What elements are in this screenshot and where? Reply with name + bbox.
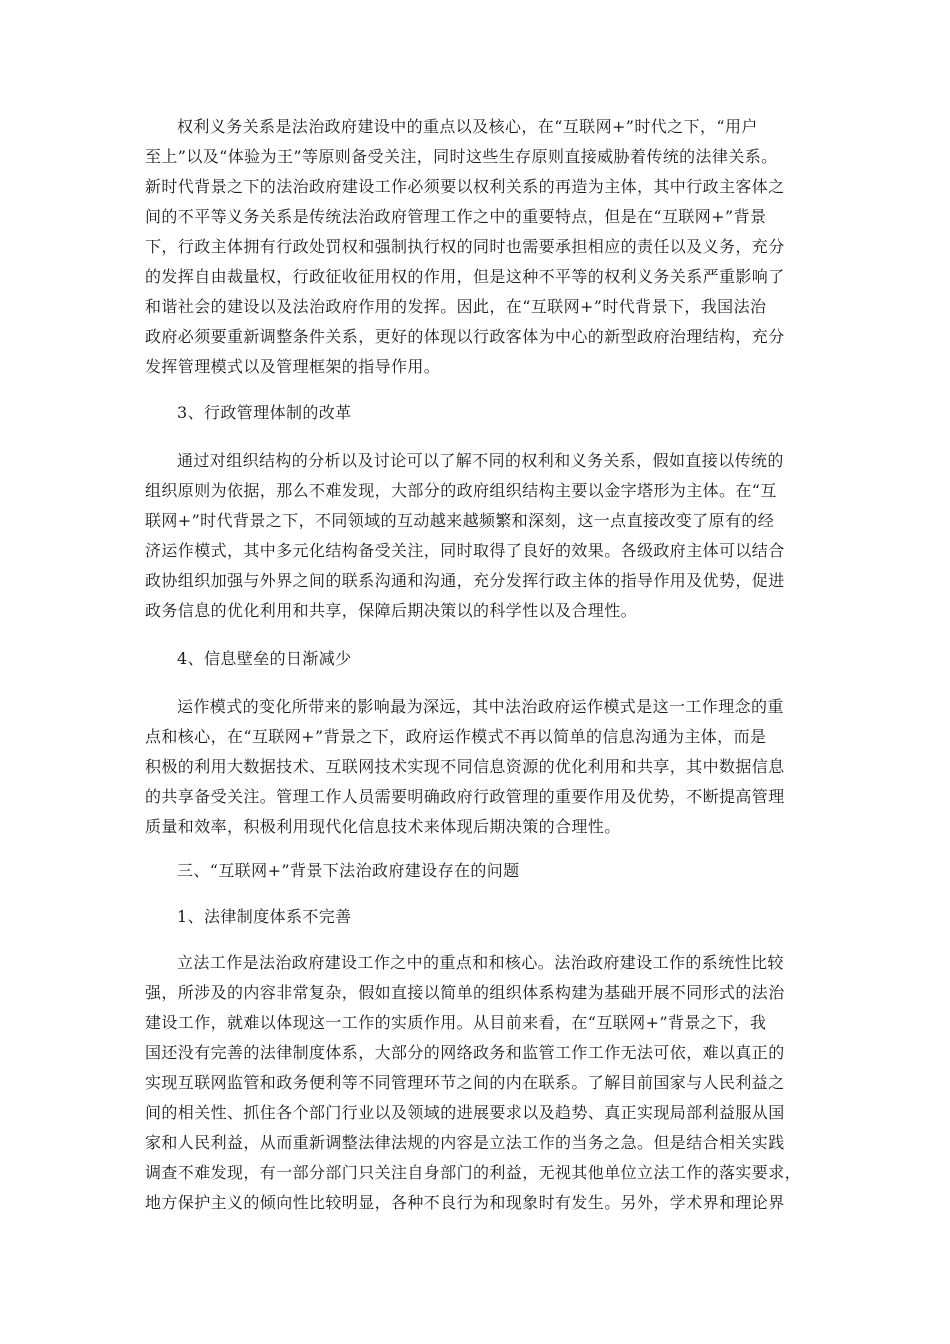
paragraph-line: 立法工作是法治政府建设工作之中的重点和和核心。法治政府建设工作的系统性比较	[177, 953, 784, 972]
paragraph-line: 至上”以及“体验为王”等原则备受关注，同时这些生存原则直接威胁着传统的法律关系。	[145, 147, 778, 166]
section-heading: 4、信息壁垒的日渐减少	[177, 649, 352, 668]
section-heading: 三、“互联网+”背景下法治政府建设存在的问题	[177, 861, 520, 880]
paragraph-line: 间的不平等义务关系是传统法治政府管理工作之中的重要特点，但是在“互联网+”背景	[145, 207, 767, 226]
paragraph-line: 和谐社会的建设以及法治政府作用的发挥。因此，在“互联网+”时代背景下，我国法治	[145, 297, 767, 316]
section-heading: 1、法律制度体系不完善	[177, 907, 352, 926]
paragraph-line: 政府必须要重新调整条件关系，更好的体现以行政客体为中心的新型政府治理结构，充分	[145, 327, 785, 346]
paragraph-line: 发挥管理模式以及管理框架的指导作用。	[145, 357, 441, 376]
paragraph-line: 通过对组织结构的分析以及讨论可以了解不同的权利和义务关系，假如直接以传统的	[177, 451, 784, 470]
paragraph-line: 的发挥自由裁量权，行政征收征用权的作用，但是这种不平等的权利义务关系严重影响了	[145, 267, 785, 286]
paragraph-line: 国还没有完善的法律制度体系，大部分的网络政务和监管工作工作无法可依，难以真正的	[145, 1043, 785, 1062]
paragraph-line: 建设工作，就难以体现这一工作的实质作用。从目前来看，在“互联网+”背景之下，我	[145, 1013, 767, 1032]
paragraph-line: 积极的利用大数据技术、互联网技术实现不同信息资源的优化利用和共享，其中数据信息	[145, 757, 785, 776]
paragraph-line: 调查不难发现，有一部分部门只关注自身部门的利益，无视其他单位立法工作的落实要求，	[145, 1163, 802, 1182]
paragraph-line: 政务信息的优化利用和共享，保障后期决策以的科学性以及合理性。	[145, 601, 638, 620]
section-heading: 3、行政管理体制的改革	[177, 403, 352, 422]
paragraph-line: 权利义务关系是法治政府建设中的重点以及核心，在“互联网+”时代之下，“用户	[177, 117, 758, 136]
paragraph-line: 点和核心，在“互联网+”背景之下，政府运作模式不再以简单的信息沟通为主体，而是	[145, 727, 767, 746]
paragraph-line: 地方保护主义的倾向性比较明显，各种不良行为和现象时有发生。另外，学术界和理论界	[145, 1193, 785, 1212]
paragraph-line: 的共享备受关注。管理工作人员需要明确政府行政管理的重要作用及优势，不断提高管理	[145, 787, 785, 806]
paragraph-line: 政协组织加强与外界之间的联系沟通和沟通，充分发挥行政主体的指导作用及优势，促进	[145, 571, 785, 590]
paragraph-line: 组织原则为依据，那么不难发现，大部分的政府组织结构主要以金字塔形为主体。在“互	[145, 481, 777, 500]
paragraph-line: 新时代背景之下的法治政府建设工作必须要以权利关系的再造为主体，其中行政主客体之	[145, 177, 785, 196]
paragraph-line: 联网+”时代背景之下，不同领域的互动越来越频繁和深刻，这一点直接改变了原有的经	[145, 511, 775, 530]
paragraph-line: 下，行政主体拥有行政处罚权和强制执行权的同时也需要承担相应的责任以及义务，充分	[145, 237, 785, 256]
paragraph-line: 运作模式的变化所带来的影响最为深远，其中法治政府运作模式是这一工作理念的重	[177, 697, 784, 716]
paragraph-line: 强，所涉及的内容非常复杂，假如直接以简单的组织体系构建为基础开展不同形式的法治	[145, 983, 785, 1002]
paragraph-line: 质量和效率，积极利用现代化信息技术来体现后期决策的合理性。	[145, 817, 621, 836]
paragraph-line: 济运作模式，其中多元化结构备受关注，同时取得了良好的效果。各级政府主体可以结合	[145, 541, 785, 560]
paragraph-line: 间的相关性、抓住各个部门行业以及领域的进展要求以及趋势、真正实现局部利益服从国	[145, 1103, 785, 1122]
paragraph-line: 家和人民利益，从而重新调整法律法规的内容是立法工作的当务之急。但是结合相关实践	[145, 1133, 785, 1152]
paragraph-line: 实现互联网监管和政务便利等不同管理环节之间的内在联系。了解目前国家与人民利益之	[145, 1073, 785, 1092]
